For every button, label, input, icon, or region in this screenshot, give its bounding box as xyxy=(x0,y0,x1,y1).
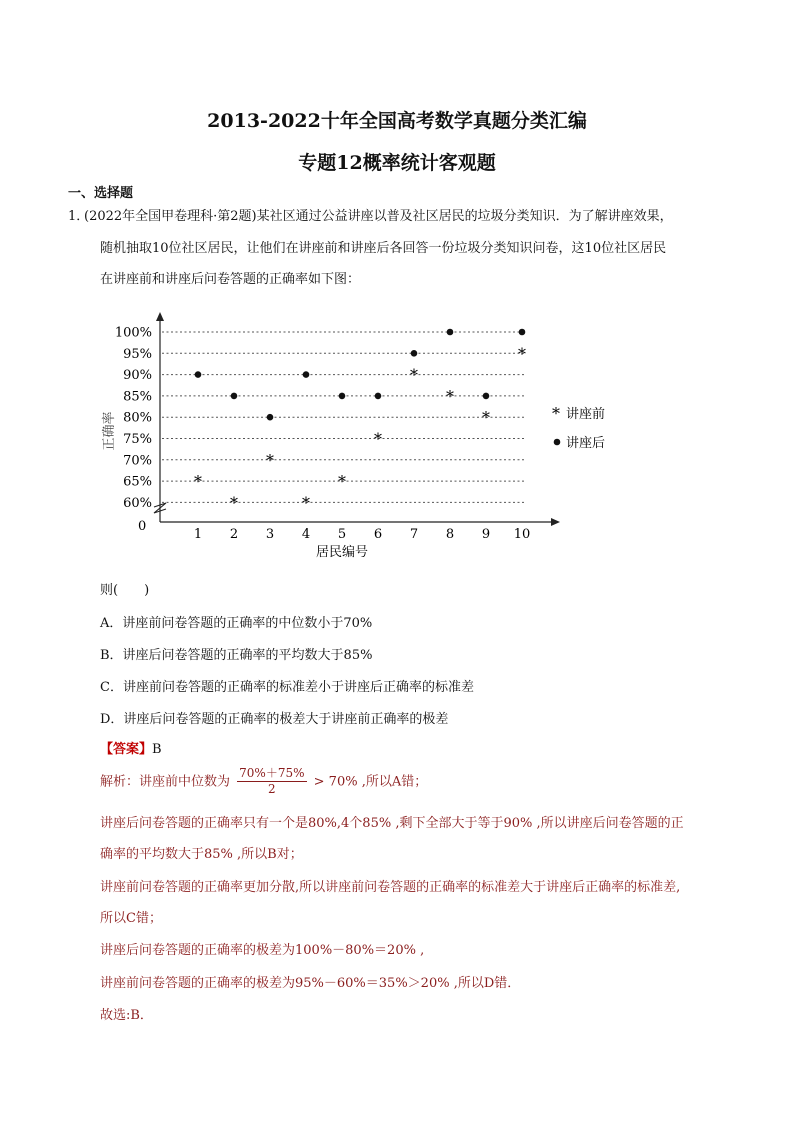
fraction-denominator: 2 xyxy=(268,782,276,796)
point-before: * xyxy=(194,472,202,492)
point-after xyxy=(267,414,274,421)
point-before: * xyxy=(302,493,310,513)
y-tick-label: 85% xyxy=(123,389,152,405)
y-tick-label: 100% xyxy=(114,325,152,341)
x-axis-arrow xyxy=(551,518,560,526)
scatter-chart xyxy=(90,308,650,568)
solution-line-2: 讲座后问卷答题的正确率只有一个是80%,4个85% ,剩下全部大于等于90% ,所以讲座后问卷答题的正 xyxy=(100,816,684,831)
data-points xyxy=(194,329,526,513)
x-tick-label: 4 xyxy=(301,527,311,542)
question-prompt: 则( ) xyxy=(100,583,150,598)
answer-value: B xyxy=(152,742,162,757)
point-before: * xyxy=(266,450,274,470)
solution-line-1-suffix: > 70% ,所以A错； xyxy=(313,774,428,790)
question-number: 1． xyxy=(68,209,90,224)
fraction-numerator: 70%＋75% xyxy=(239,766,305,780)
y-axis-arrow xyxy=(156,312,164,321)
y-tick-label: 75% xyxy=(123,432,152,447)
point-after xyxy=(519,329,526,336)
point-after xyxy=(303,371,310,378)
legend-label-before: 讲座前 xyxy=(566,407,606,422)
point-before: * xyxy=(230,493,238,513)
x-tick-label: 10 xyxy=(513,527,531,542)
point-before: * xyxy=(518,344,526,364)
document-subtitle: 专题12概率统计客观题 xyxy=(298,152,496,174)
solution-line-4: 讲座前问卷答题的正确率更加分散,所以讲座前问卷答题的正确率的标准差大于讲座后正确率的标准差, xyxy=(100,880,681,895)
y-axis-label: 正确率 xyxy=(102,411,117,451)
solution-line-8: 故选:B． xyxy=(100,1008,153,1023)
y-tick-label: 95% xyxy=(123,346,152,362)
x-tick-label: 8 xyxy=(445,527,455,542)
origin-label: 0 xyxy=(138,519,147,534)
section-heading: 一、选择题 xyxy=(68,186,134,201)
tick-labels xyxy=(115,326,530,543)
x-tick-label: 9 xyxy=(481,527,491,542)
x-tick-label: 1 xyxy=(193,527,203,542)
y-tick-label: 80% xyxy=(123,410,152,426)
solution-line-3: 确率的平均数大于85% ,所以B对； xyxy=(100,847,303,862)
question-line-1: (2022年全国甲卷理科·第2题)某社区通过公益讲座以普及社区居民的垃圾分类知识．为了解讲座效果， xyxy=(84,209,673,224)
x-tick-label: 6 xyxy=(373,527,383,542)
point-after xyxy=(231,393,238,400)
x-tick-label: 7 xyxy=(409,527,419,542)
solution-line-5: 所以C错； xyxy=(100,911,162,926)
option-b[interactable]: B．讲座后问卷答题的正确率的平均数大于85% xyxy=(100,648,373,663)
point-before: * xyxy=(374,429,382,449)
legend-marker-before: * xyxy=(552,404,560,423)
option-c[interactable]: C．讲座前问卷答题的正确率的标准差小于讲座后正确率的标准差 xyxy=(100,680,474,695)
question-line-3: 在讲座前和讲座后问卷答题的正确率如下图： xyxy=(100,272,361,287)
y-tick-label: 90% xyxy=(123,368,152,384)
median-fraction xyxy=(237,764,306,796)
point-after xyxy=(195,371,202,378)
x-tick-label: 3 xyxy=(265,527,275,542)
y-tick-label: 70% xyxy=(123,453,152,469)
axes xyxy=(154,312,560,526)
y-tick-label: 65% xyxy=(123,474,152,490)
answer-line xyxy=(100,738,162,757)
option-d[interactable]: D．讲座后问卷答题的正确率的极差大于讲座前正确率的极差 xyxy=(100,712,449,727)
legend xyxy=(552,404,605,451)
solution-line-1 xyxy=(100,764,427,796)
point-after xyxy=(339,393,346,400)
point-before: * xyxy=(482,408,490,428)
point-after xyxy=(447,329,454,336)
point-before: * xyxy=(410,365,418,385)
x-tick-label: 5 xyxy=(337,527,347,542)
question-line-2: 随机抽取10位社区居民，让他们在讲座前和讲座后各回答一份垃圾分类知识问卷，这10位社区居民 xyxy=(100,241,667,256)
legend-label-after: 讲座后 xyxy=(566,436,606,451)
point-after xyxy=(411,350,418,357)
y-tick-label: 60% xyxy=(123,495,152,511)
point-after xyxy=(375,393,382,400)
answer-tag: 【答案】 xyxy=(100,742,153,757)
solution-line-7: 讲座前问卷答题的正确率的极差为95%－60%＝35%＞20% ,所以D错． xyxy=(100,976,521,991)
solution-line-6: 讲座后问卷答题的正确率的极差为100%－80%＝20% , xyxy=(100,943,425,958)
legend-marker-after xyxy=(554,439,561,446)
point-after xyxy=(483,393,490,400)
axis-break-mark xyxy=(154,503,166,513)
solution-line-1-prefix: 解析：讲座前中位数为 xyxy=(100,774,231,790)
x-axis-label: 居民编号 xyxy=(315,545,369,560)
point-before: * xyxy=(338,472,346,492)
x-tick-label: 2 xyxy=(229,527,239,542)
point-before: * xyxy=(446,386,454,406)
option-a[interactable]: A．讲座前问卷答题的正确率的中位数小于70% xyxy=(100,616,373,631)
document-title: 2013-2022十年全国高考数学真题分类汇编 xyxy=(207,110,587,132)
